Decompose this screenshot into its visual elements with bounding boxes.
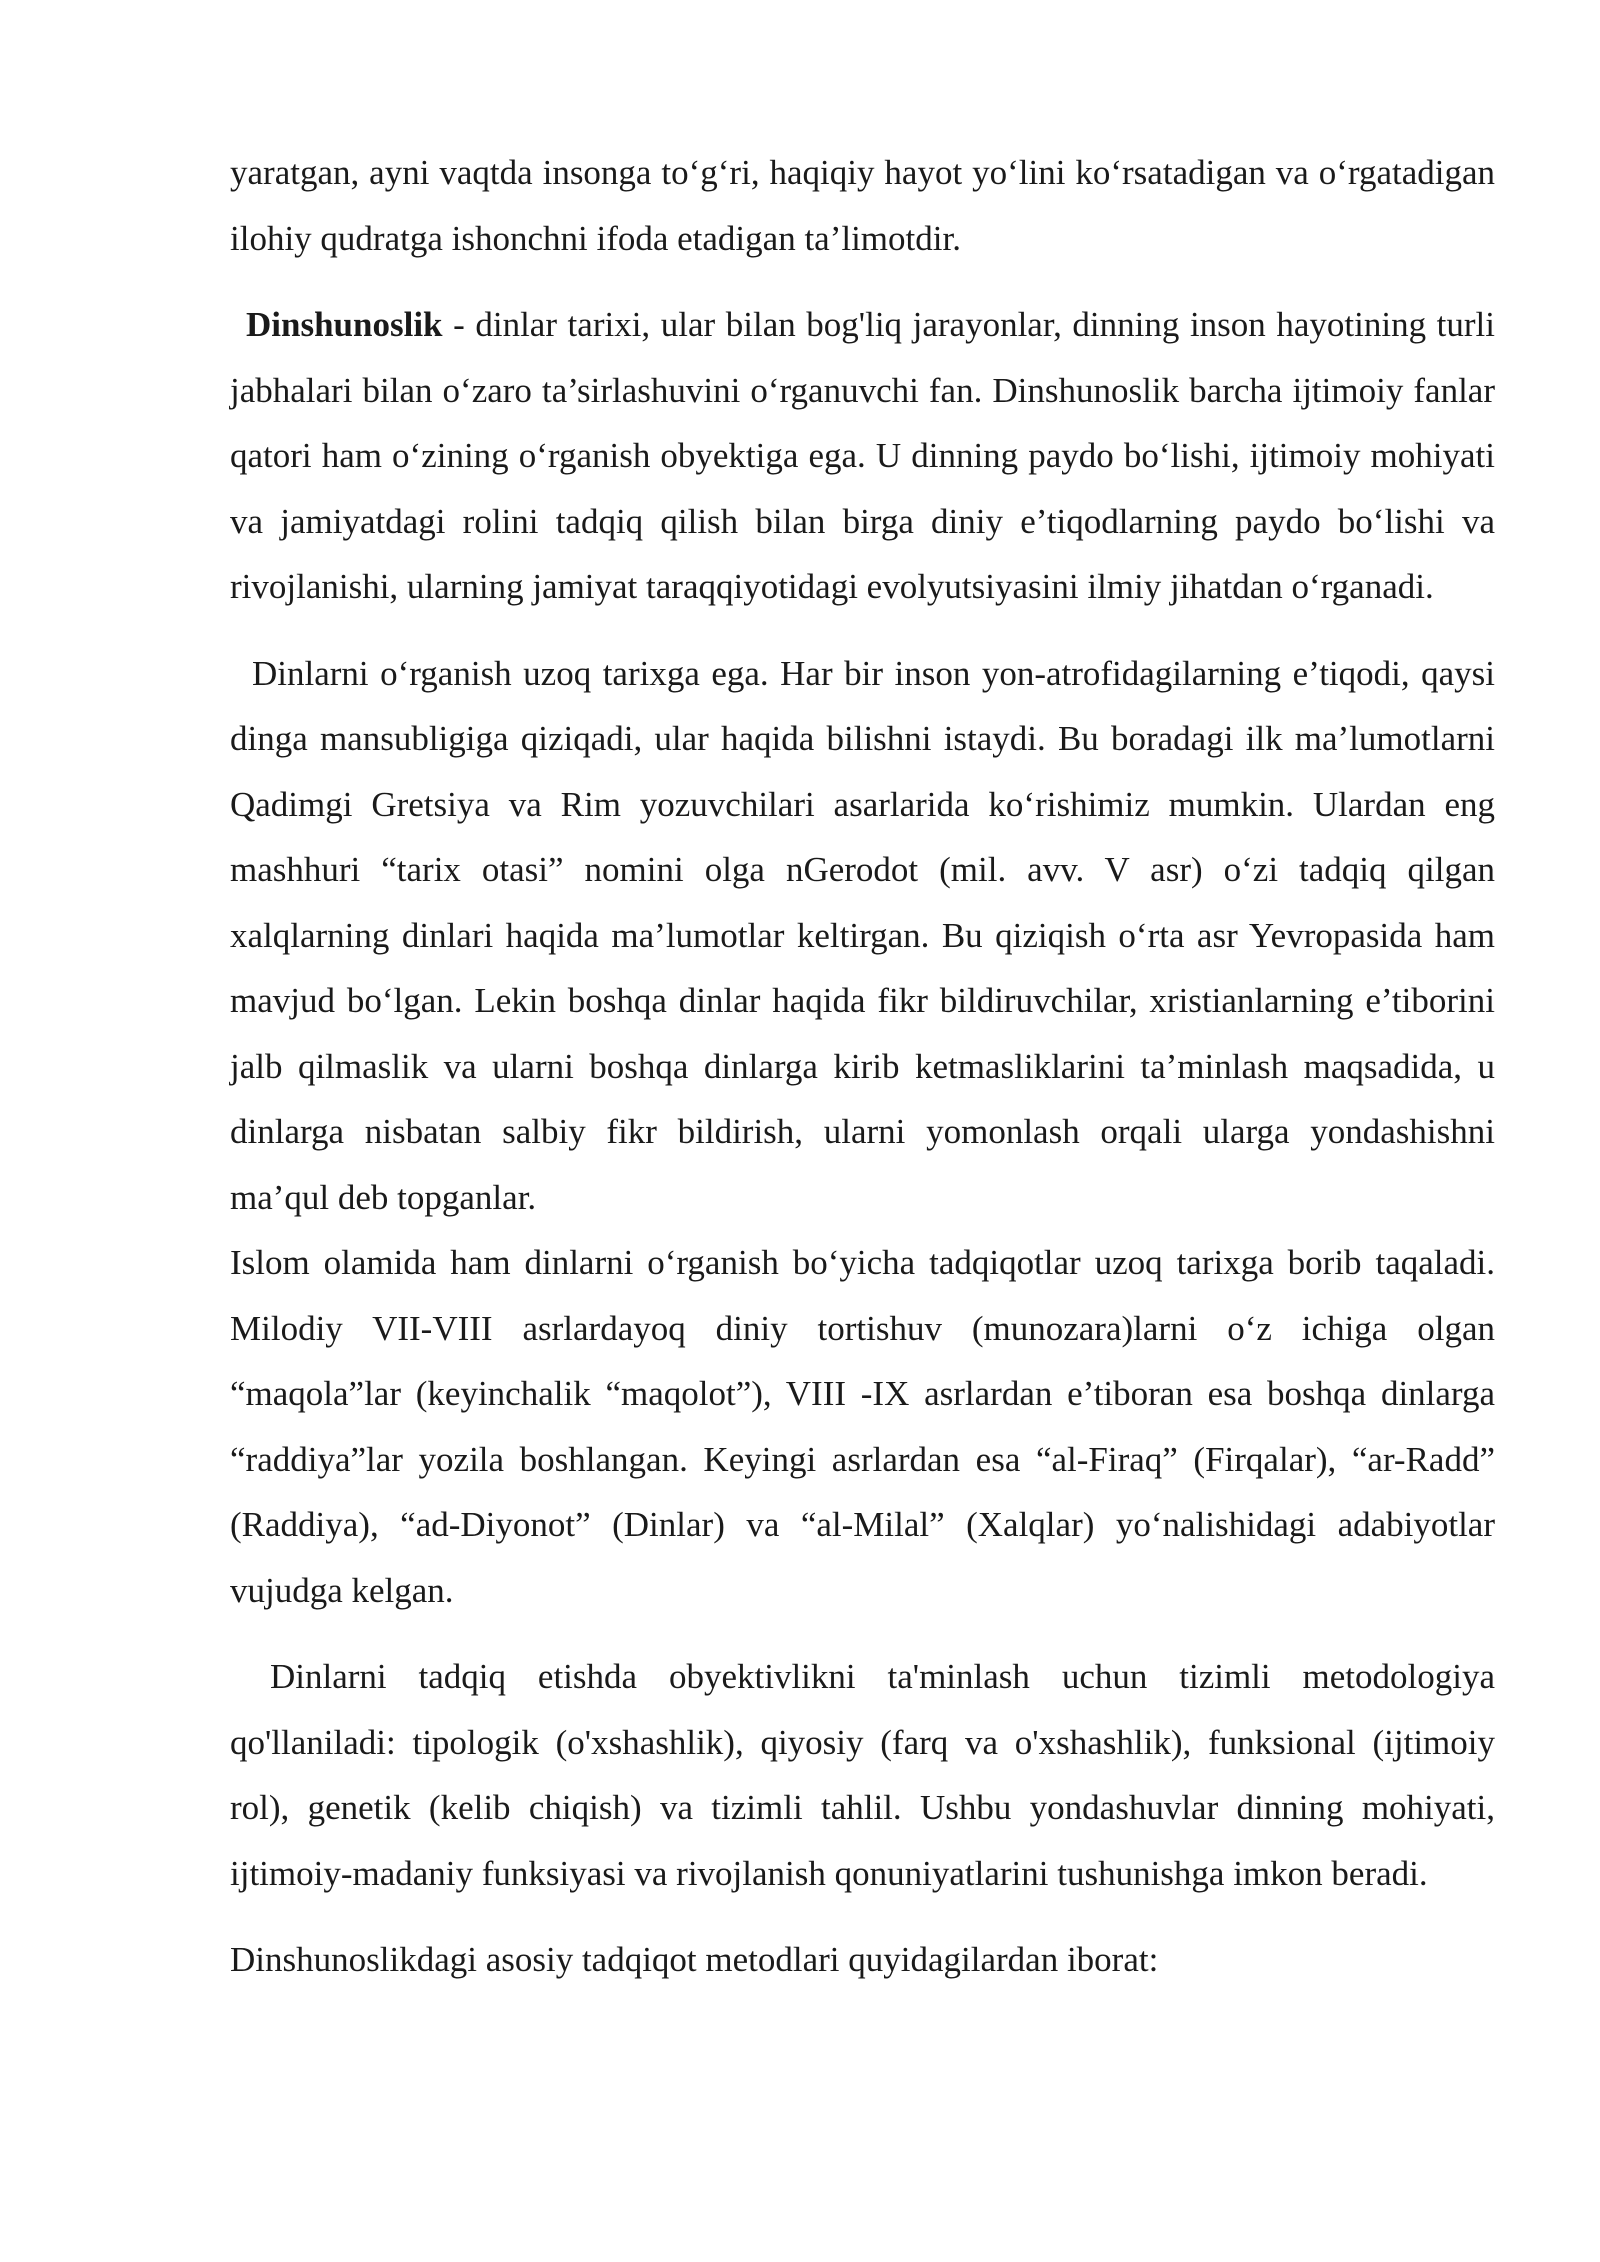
term-dinshunoslik: Dinshunoslik — [246, 305, 443, 344]
paragraph-methods-intro: Dinshunoslikdagi asosiy tadqiqot metodlari quyidagilardan iborat: — [230, 1940, 1159, 1979]
paragraph-methodology: Dinlarni tadqiq etishda obyektivlikni ta'minlash uchun tizimli metodologiya qo'llaniladi: tipologik (o'xshashlik), qiyosiy (farq va o'xshashlik), funksional (ijtimoiy rol), genetik (kelib chiqish) va tizimli tahlil. Ushbu yondashuvlar dinning mohiyati, ijtimoiy-madaniy funksiyasi va rivojlanish qonuniyatlarini tushunishga imkon beradi. — [230, 1657, 1495, 1893]
paragraph-definition-continued: yaratgan, ayni vaqtda insonga to‘g‘ri, haqiqiy hayot yo‘lini ko‘rsatadigan va o‘rgatadigan ilohiy qudratga ishonchni ifoda etadigan ta’limotdir. — [230, 153, 1495, 258]
paragraph-history-of-study: Dinlarni o‘rganish uzoq tarixga ega. Har bir inson yon-atrofidagilarning e’tiqodi, qaysi dinga mansubligiga qiziqadi, ular haqida bilishni istaydi. Bu boradagi ilk ma’lumotlarni Qadimgi Gretsiya va Rim yozuvchilari asarlarida ko‘rishimiz mumkin. Ulardan eng mashhuri “tarix otasi” nomini olga nGerodot (mil. avv. V asr) o‘zi tadqiq qilgan xalqlarning dinlari haqida ma’lumotlar keltirgan. Bu qiziqish o‘rta asr Yevropasida ham mavjud bo‘lgan. Lekin boshqa dinlar haqida fikr bildiruvchilar, xristianlarning e’tiborini jalb qilmaslik va ularni boshqa dinlarga kirib ketmasliklarini ta’minlash maqsadida, u dinlarga nisbatan salbiy fikr bildirish, ularni yomonlash orqali ularga yondashishni ma’qul deb topganlar. — [230, 653, 1495, 1217]
paragraph-dinshunoslik-definition — [230, 292, 1495, 620]
paragraph-islamic-world: Islom olamida ham dinlarni o‘rganish bo‘yicha tadqiqotlar uzoq tarixga borib taqaladi. Milodiy VII-VIII asrlardayoq diniy tortishuv (munozara)larni o‘z ichiga olgan “maqola”lar (keyinchalik “maqolot”), VIII -IX asrlardan e’tiboran esa boshqa dinlarga “raddiya”lar yozila boshlangan. Keyingi asrlardan esa “al-Firaq” (Firqalar), “ar-Radd” (Raddiya), “ad-Diyonot” (Dinlar) va “al-Milal” (Xalqlar) yo‘nalishidagi adabiyotlar vujudga kelgan. — [230, 1243, 1495, 1610]
paragraph-dinshunoslik-text: - dinlar tarixi, ular bilan bog'liq jarayonlar, dinning inson hayotining turli jabhalari bilan o‘zaro ta’sirlashuvini o‘rganuvchi fan. Dinshunoslik barcha ijtimoiy fanlar qatori ham o‘zining o‘rganish obyektiga ega. U dinning paydo bo‘lishi, ijtimoiy mohiyati va jamiyatdagi rolini tadqiq qilish bilan birga diniy e’tiqodlarning paydo bo‘lishi va rivojlanishi, ularning jamiyat taraqqiyotidagi evolyutsiyasini ilmiy jihatdan o‘rganadi. — [230, 305, 1495, 606]
document-page — [230, 140, 1495, 1993]
